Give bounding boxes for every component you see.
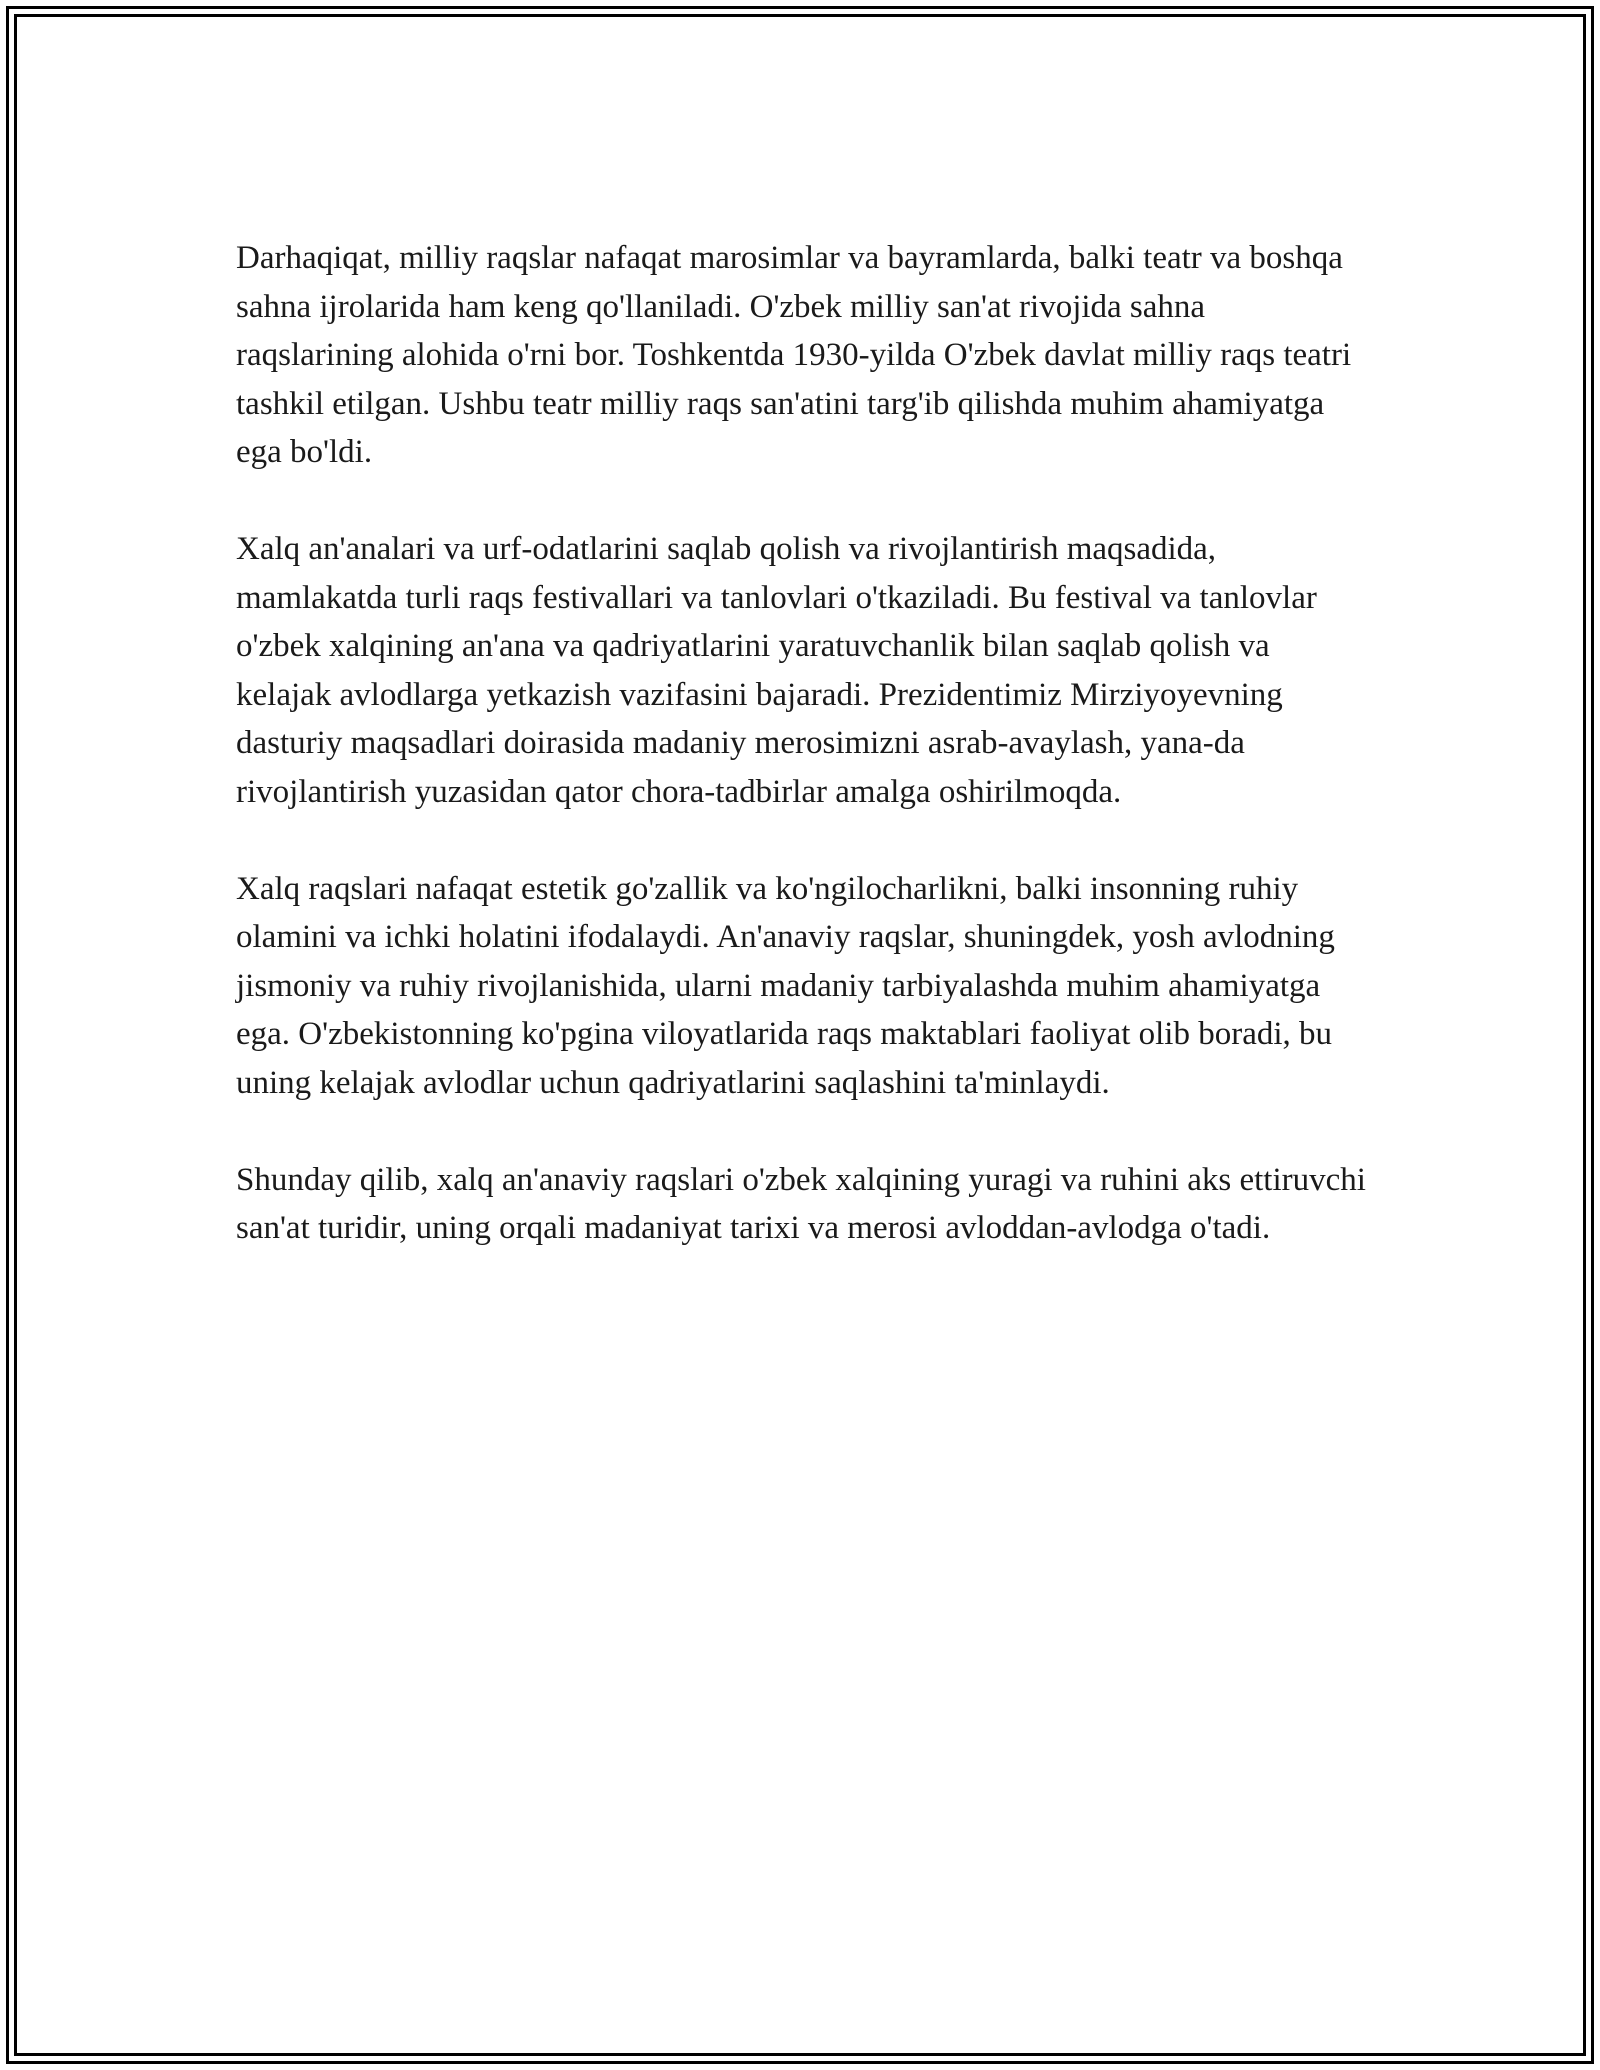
paragraph-2: Xalq an'analari va urf-odatlarini saqlab qolish va rivojlantirish maqsadida, mamlakatda turli raqs festivallari va tanlovlari o'tkaziladi. Bu festival va tanlovlar o'zbek xalqining an'ana va qadriyatlarini yaratuvchanlik bilan saqlab qolish va kelajak avlodlarga yetkazish vazifasini bajaradi. Prezidentimiz Mirziyoyevning dasturiy maqsadlari doirasida madaniy merosimizni asrab-avaylash, yana-da rivojlantirish yuzasidan qator chora-tadbirlar amalga oshirilmoqda. (236, 531, 1317, 810)
paragraph-3: Xalq raqslari nafaqat estetik go'zallik va ko'ngilocharlikni, balki insonning ruhiy olamini va ichki holatini ifodalaydi. An'anaviy raqslar, shuningdek, yosh avlodning jismoniy va ruhiy rivojlanishida, ularni madaniy tarbiyalashda muhim ahamiyatga ega. O'zbekistonning ko'pgina viloyatlarida raqs maktablari faoliyat olib boradi, bu uning kelajak avlodlar uchun qadriyatlarini saqlashini ta'minlaydi. (236, 870, 1335, 1101)
paragraph-4: Shunday qilib, xalq an'anaviy raqslari o'zbek xalqining yuragi va ruhini aks ettiruvchi san'at turidir, uning orqali madaniyat tarixi va merosi avloddan-avlodga o'tadi. (236, 1161, 1366, 1246)
document-body (236, 234, 1366, 1301)
paragraph-1: Darhaqiqat, milliy raqslar nafaqat marosimlar va bayramlarda, balki teatr va boshqa sahna ijrolarida ham keng qo'llaniladi. O'zbek milliy san'at rivojida sahna raqslarining alohida o'rni bor. Toshkentda 1930-yilda O'zbek davlat milliy raqs teatri tashkil etilgan. Ushbu teatr milliy raqs san'atini targ'ib qilishda muhim ahamiyatga ega bo'ldi. (236, 240, 1352, 470)
